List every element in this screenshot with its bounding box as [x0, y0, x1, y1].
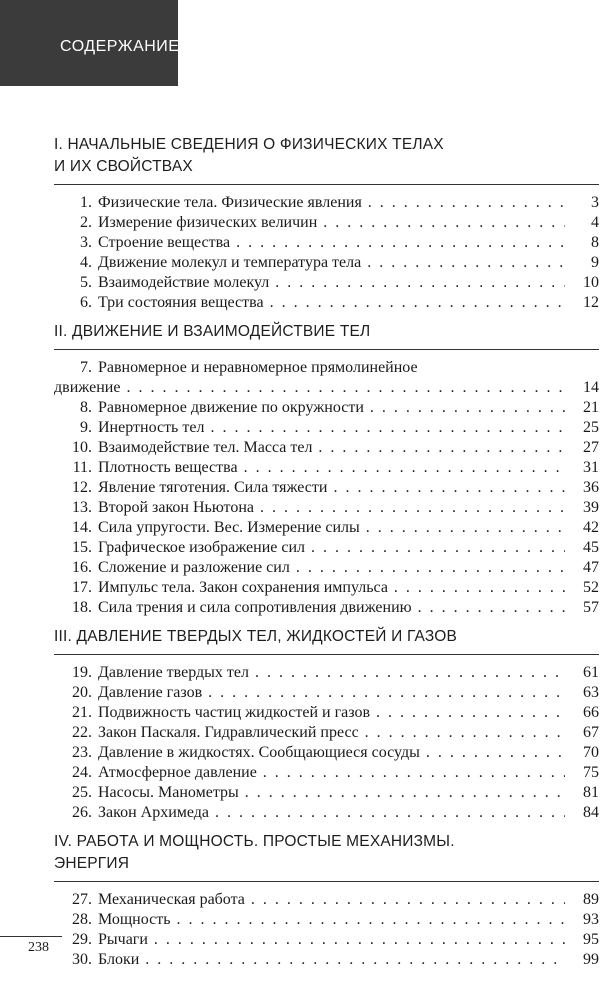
entry-title: Движение молекул и температура тела — [98, 254, 362, 271]
toc-entry — [54, 783, 599, 803]
leader-dots — [366, 518, 565, 538]
entry-title: Строение вещества — [98, 234, 231, 251]
entry-title: Давление в жидкостях. Сообщающиеся сосуды — [98, 744, 420, 761]
entry-page: 27 — [583, 439, 599, 456]
leader-dots — [376, 703, 565, 723]
entry-title: Взаимодействие молекул — [98, 274, 270, 291]
section-title: ЭНЕРГИЯ — [54, 855, 130, 872]
toc-entry — [54, 598, 599, 618]
entry-title: Взаимодействие тел. Масса тел — [98, 439, 313, 456]
toc-entry — [54, 558, 599, 578]
section-divider — [54, 881, 599, 882]
entry-page: 4 — [591, 214, 599, 231]
entry-number: 7. — [80, 359, 92, 376]
entry-number: 6. — [80, 294, 92, 311]
entry-number: 12. — [72, 479, 92, 496]
entry-title: Рычаги — [98, 931, 148, 948]
entry-number: 1. — [80, 194, 92, 211]
entry-page: 3 — [591, 194, 599, 211]
entry-title: Мощность — [98, 911, 171, 928]
toc-entry — [54, 743, 599, 763]
leader-dots — [426, 743, 565, 763]
toc-list — [54, 193, 599, 313]
entry-number: 11. — [72, 459, 92, 476]
entry-number: 9. — [80, 419, 92, 436]
entry-page: 75 — [583, 764, 599, 781]
leader-dots — [318, 438, 565, 458]
entry-page: 47 — [583, 559, 599, 576]
entry-title: Атмосферное давление — [98, 764, 257, 781]
entry-page: 61 — [583, 664, 599, 681]
entry-page: 8 — [591, 234, 599, 251]
entry-number: 25. — [72, 784, 92, 801]
entry-page: 31 — [583, 459, 599, 476]
entry-page: 63 — [583, 684, 599, 701]
toc-list — [54, 890, 599, 970]
entry-title: Импульс тела. Закон сохранения импульса — [98, 579, 388, 596]
entry-title: Графическое изображение сил — [98, 539, 306, 556]
entry-number: 23. — [72, 744, 92, 761]
entry-title-continuation: движение — [54, 379, 121, 396]
entry-page: 21 — [583, 399, 599, 416]
leader-dots — [270, 293, 565, 313]
entry-page: 42 — [583, 519, 599, 536]
toc-entry — [54, 253, 599, 273]
leader-dots — [215, 803, 565, 823]
section-divider — [54, 654, 599, 655]
leader-dots — [177, 910, 566, 930]
section-title: И ИХ СВОЙСТВАХ — [54, 158, 193, 175]
entry-title: Равномерное движение по окружности — [98, 399, 364, 416]
section-divider — [54, 184, 599, 185]
footer-divider — [0, 936, 62, 937]
entry-title: Блоки — [98, 951, 140, 968]
leader-dots — [251, 890, 565, 910]
entry-title: Насосы. Манометры — [98, 784, 239, 801]
entry-number: 28. — [72, 911, 92, 928]
toc-entry — [54, 358, 599, 378]
toc-entry-continuation — [54, 378, 599, 398]
section-title: II. ДВИЖЕНИЕ И ВЗАИМОДЕЙСТВИЕ ТЕЛ — [54, 323, 371, 340]
toc-section — [54, 134, 599, 313]
entry-title: Закон Архимеда — [98, 804, 210, 821]
entry-number: 3. — [80, 234, 92, 251]
toc-entry — [54, 418, 599, 438]
entry-number: 2. — [80, 214, 92, 231]
entry-title: Равномерное и неравномерное прямолинейное — [98, 359, 418, 376]
leader-dots — [418, 598, 565, 618]
toc-entry — [54, 723, 599, 743]
leader-dots — [255, 663, 565, 683]
toc-entry — [54, 950, 599, 970]
leader-dots — [236, 233, 565, 253]
toc-entry — [54, 663, 599, 683]
entry-title: Три состояния вещества — [98, 294, 264, 311]
toc-list — [54, 358, 599, 618]
entry-title: Закон Паскаля. Гидравлический пресс — [98, 724, 359, 741]
entry-title: Механическая работа — [98, 891, 245, 908]
entry-page: 10 — [583, 274, 599, 291]
entry-number: 21. — [72, 704, 92, 721]
toc-entry — [54, 273, 599, 293]
entry-title: Явление тяготения. Сила тяжести — [98, 479, 328, 496]
entry-number: 16. — [72, 559, 92, 576]
leader-dots — [394, 578, 565, 598]
toc-entry — [54, 703, 599, 723]
leader-dots — [263, 763, 565, 783]
leader-dots — [323, 213, 565, 233]
entry-number: 20. — [72, 684, 92, 701]
entry-number: 19. — [72, 664, 92, 681]
toc-entry — [54, 478, 599, 498]
entry-title: Давление твердых тел — [98, 664, 249, 681]
entry-number: 17. — [72, 579, 92, 596]
leader-dots — [365, 723, 565, 743]
entry-page: 12 — [583, 294, 599, 311]
entry-page: 52 — [583, 579, 599, 596]
toc-entry — [54, 458, 599, 478]
leader-dots — [296, 558, 565, 578]
entry-number: 13. — [72, 499, 92, 516]
toc-entry — [54, 910, 599, 930]
leader-dots — [275, 273, 565, 293]
toc-section — [54, 321, 599, 618]
toc-entry — [54, 193, 599, 213]
toc-entry — [54, 683, 599, 703]
leader-dots — [260, 498, 565, 518]
toc-entry — [54, 398, 599, 418]
entry-page: 25 — [583, 419, 599, 436]
entry-page: 89 — [583, 891, 599, 908]
leader-dots — [126, 378, 565, 398]
leader-dots — [145, 950, 565, 970]
entry-number: 4. — [80, 254, 92, 271]
entry-number: 14. — [72, 519, 92, 536]
entry-number: 18. — [72, 599, 92, 616]
leader-dots — [210, 418, 565, 438]
leader-dots — [154, 930, 565, 950]
entry-title: Плотность вещества — [98, 459, 238, 476]
leader-dots — [244, 458, 565, 478]
toc-entry — [54, 438, 599, 458]
entry-number: 29. — [72, 931, 92, 948]
entry-page: 36 — [583, 479, 599, 496]
entry-page: 99 — [583, 951, 599, 968]
toc-entry — [54, 578, 599, 598]
toc-section — [54, 831, 599, 970]
leader-dots — [368, 193, 565, 213]
toc-entry — [54, 538, 599, 558]
entry-number: 10. — [72, 439, 92, 456]
toc-entry — [54, 498, 599, 518]
entry-title: Инертность тел — [98, 419, 205, 436]
entry-number: 27. — [72, 891, 92, 908]
toc-entry — [54, 293, 599, 313]
toc-entry — [54, 930, 599, 950]
toc-entry — [54, 213, 599, 233]
entry-page: 66 — [583, 704, 599, 721]
table-of-contents — [54, 134, 599, 978]
leader-dots — [333, 478, 565, 498]
entry-number: 26. — [72, 804, 92, 821]
entry-page: 95 — [583, 931, 599, 948]
entry-page: 70 — [583, 744, 599, 761]
section-title: III. ДАВЛЕНИЕ ТВЕРДЫХ ТЕЛ, ЖИДКОСТЕЙ И ГАЗОВ — [54, 628, 458, 645]
toc-entry — [54, 803, 599, 823]
leader-dots — [245, 783, 565, 803]
page-title: СОДЕРЖАНИЕ — [60, 38, 180, 55]
entry-title: Сила трения и сила сопротивления движению — [98, 599, 412, 616]
toc-entry — [54, 763, 599, 783]
leader-dots — [208, 683, 565, 703]
entry-page: 84 — [583, 804, 599, 821]
leader-dots — [311, 538, 565, 558]
entry-number: 22. — [72, 724, 92, 741]
toc-list — [54, 663, 599, 823]
entry-page: 81 — [583, 784, 599, 801]
entry-page: 14 — [583, 379, 599, 396]
toc-entry — [54, 233, 599, 253]
entry-page: 67 — [583, 724, 599, 741]
entry-number: 8. — [80, 399, 92, 416]
section-title: I. НАЧАЛЬНЫЕ СВЕДЕНИЯ О ФИЗИЧЕСКИХ ТЕЛАХ — [54, 136, 444, 153]
toc-section — [54, 626, 599, 823]
entry-title: Физические тела. Физические явления — [98, 194, 362, 211]
leader-dots — [370, 398, 565, 418]
entry-page: 39 — [583, 499, 599, 516]
leader-dots — [367, 253, 565, 273]
entry-number: 30. — [72, 951, 92, 968]
section-divider — [54, 349, 599, 350]
page-number: 238 — [28, 940, 49, 955]
toc-entry — [54, 518, 599, 538]
entry-title: Второй закон Ньютона — [98, 499, 254, 516]
entry-page: 93 — [583, 911, 599, 928]
entry-number: 5. — [80, 274, 92, 291]
entry-number: 15. — [72, 539, 92, 556]
header-block — [0, 0, 178, 86]
entry-title: Сложение и разложение сил — [98, 559, 290, 576]
entry-title: Подвижность частиц жидкостей и газов — [98, 704, 371, 721]
entry-title: Измерение физических величин — [98, 214, 318, 231]
entry-title: Давление газов — [98, 684, 203, 701]
entry-page: 57 — [583, 599, 599, 616]
entry-page: 9 — [591, 254, 599, 271]
section-title: IV. РАБОТА И МОЩНОСТЬ. ПРОСТЫЕ МЕХАНИЗМЫ. — [54, 833, 455, 850]
entry-number: 24. — [72, 764, 92, 781]
entry-title: Сила упругости. Вес. Измерение силы — [98, 519, 360, 536]
entry-page: 45 — [583, 539, 599, 556]
toc-entry — [54, 890, 599, 910]
